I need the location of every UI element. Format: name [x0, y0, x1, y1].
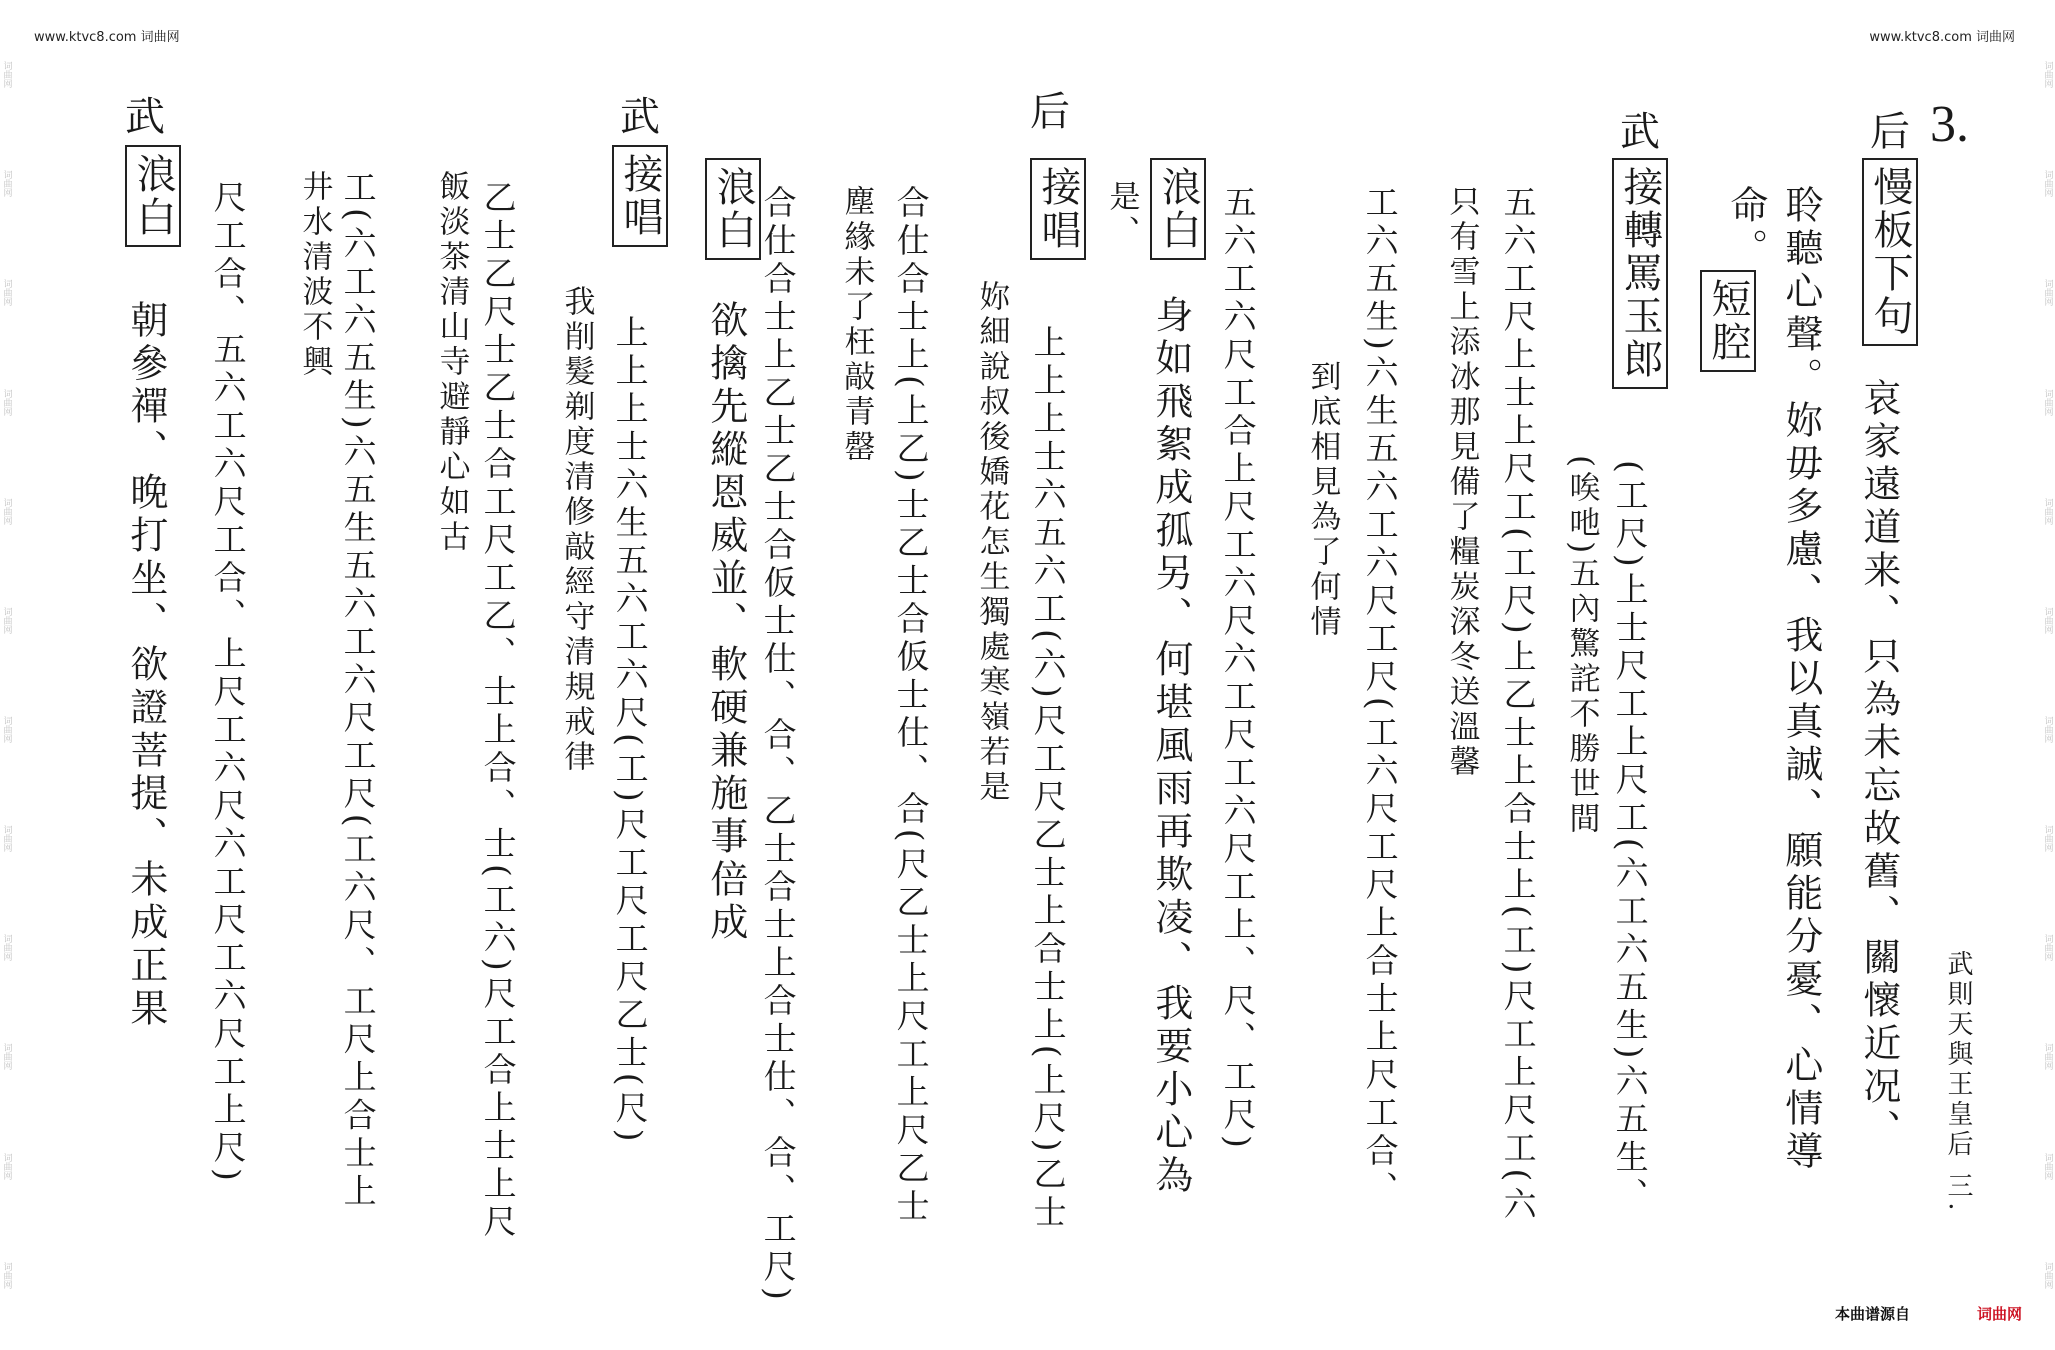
- notation-column: 合仕合士上乙士乙士合仮士仕、合、乙士合士上合士仕、合、工尺): [758, 185, 798, 1305]
- notation-column: 上上上士六生五六工六尺(工)尺工尺工尺乙士(尺): [610, 315, 650, 1147]
- aria-type-box: 接唱: [612, 145, 668, 247]
- footer-brand[interactable]: 词曲网: [1977, 1305, 2023, 1323]
- lyric-column: 井水清波不興: [296, 170, 333, 380]
- lyric-column: 到底相見為了何情: [1304, 360, 1341, 640]
- role-label: 武: [125, 94, 165, 140]
- lyric-column: 飯淡茶清山寺避靜心如古: [433, 170, 470, 555]
- lyric-column: 命。: [1723, 185, 1768, 271]
- colophon: 武則天與王皇后 三.: [1943, 950, 1973, 1215]
- role-label: 武: [620, 94, 660, 140]
- notation-column: 五六工六尺工合上尺工六尺六工尺工六尺工上、尺、工尺): [1218, 185, 1258, 1153]
- aria-type-box: 接轉罵玉郎: [1612, 158, 1668, 389]
- lyric-column: (唉吔)五內驚詫不勝世間: [1563, 455, 1600, 838]
- notation-column: 工六五生)六生五六工六尺工尺(工六尺工尺上合士上尺工合、: [1360, 185, 1400, 1209]
- notation-column: 合仕合士上(上乙)士乙士合仮士仕、合(尺乙士上尺工上尺乙士: [891, 185, 931, 1227]
- lyric-column: 塵緣未了枉敲青罄: [838, 185, 875, 465]
- lyric-column: 朝參禪、晚打坐、欲證菩提、未成正果: [123, 300, 168, 1031]
- side-watermark-right: 词曲网 词曲网 词曲网 词曲网 词曲网 词曲网 词曲网 词曲网 词曲网 词曲网 词曲网 词曲网: [2042, 61, 2053, 1289]
- lyric-column: 只有雪上添冰那見備了糧炭深冬送溫馨: [1443, 185, 1480, 780]
- lyric-column: 是、: [1103, 180, 1140, 250]
- watermark-left: www.ktvc8.com 词曲网: [34, 30, 180, 45]
- role-label: 后: [1030, 89, 1070, 135]
- aria-type-box: 短腔: [1700, 270, 1756, 372]
- notation-column: 五六工尺上士上尺工(工尺)上乙士上合士上(工)尺工上尺工(六: [1498, 185, 1538, 1225]
- notation-column: 乙士乙尺士乙士合工尺工乙、士上合、士(工六)尺工合上士上尺: [478, 180, 518, 1242]
- aria-type-box: 浪白: [1150, 158, 1206, 260]
- notation-column: 尺工合、五六工六尺工合、上尺工六尺六工尺工六尺工上尺): [208, 180, 248, 1186]
- aria-type-box: 慢板下句: [1862, 158, 1918, 346]
- lyric-column: 我削髮剃度清修敲經守清規戒律: [558, 285, 595, 775]
- lyric-column: 妳細說叔後嬌花怎生獨處寒嶺若是: [973, 280, 1010, 805]
- notation-column: 上上上士六五六工(六)尺工尺乙士上合士上(上尺)乙士: [1028, 325, 1068, 1233]
- notation-column: (工尺)上士尺工上尺工(六工六五生)六五生、: [1610, 460, 1650, 1216]
- aria-type-box: 浪白: [705, 158, 761, 260]
- lyric-column: 身如飛絮成孤另、何堪風雨再欺凌、我要小心為: [1148, 295, 1193, 1198]
- page-number: 3.: [1930, 96, 1969, 153]
- footer-source: 本曲谱源自: [1835, 1305, 1911, 1323]
- lyric-column: 哀家遠道来、只為未忘故舊、關懷近况、: [1856, 378, 1901, 1152]
- notation-column: 工(六工六五生)六五生五六工六尺工尺(工六尺、工尺上合士上: [338, 170, 378, 1212]
- side-watermark-left: 词曲网 词曲网 词曲网 词曲网 词曲网 词曲网 词曲网 词曲网 词曲网 词曲网 词曲网 词曲网: [1, 61, 12, 1289]
- aria-type-box: 接唱: [1030, 158, 1086, 260]
- aria-type-box: 浪白: [125, 145, 181, 247]
- lyric-column: 欲擒先縱恩威並、軟硬兼施事倍成: [703, 300, 748, 945]
- lyric-column: 聆聽心聲。妳毋多慮、我以真誠、願能分憂、心情導: [1778, 185, 1823, 1174]
- watermark-right: www.ktvc8.com 词曲网: [1869, 30, 2015, 45]
- role-label: 后: [1870, 109, 1910, 155]
- role-label: 武: [1620, 109, 1660, 155]
